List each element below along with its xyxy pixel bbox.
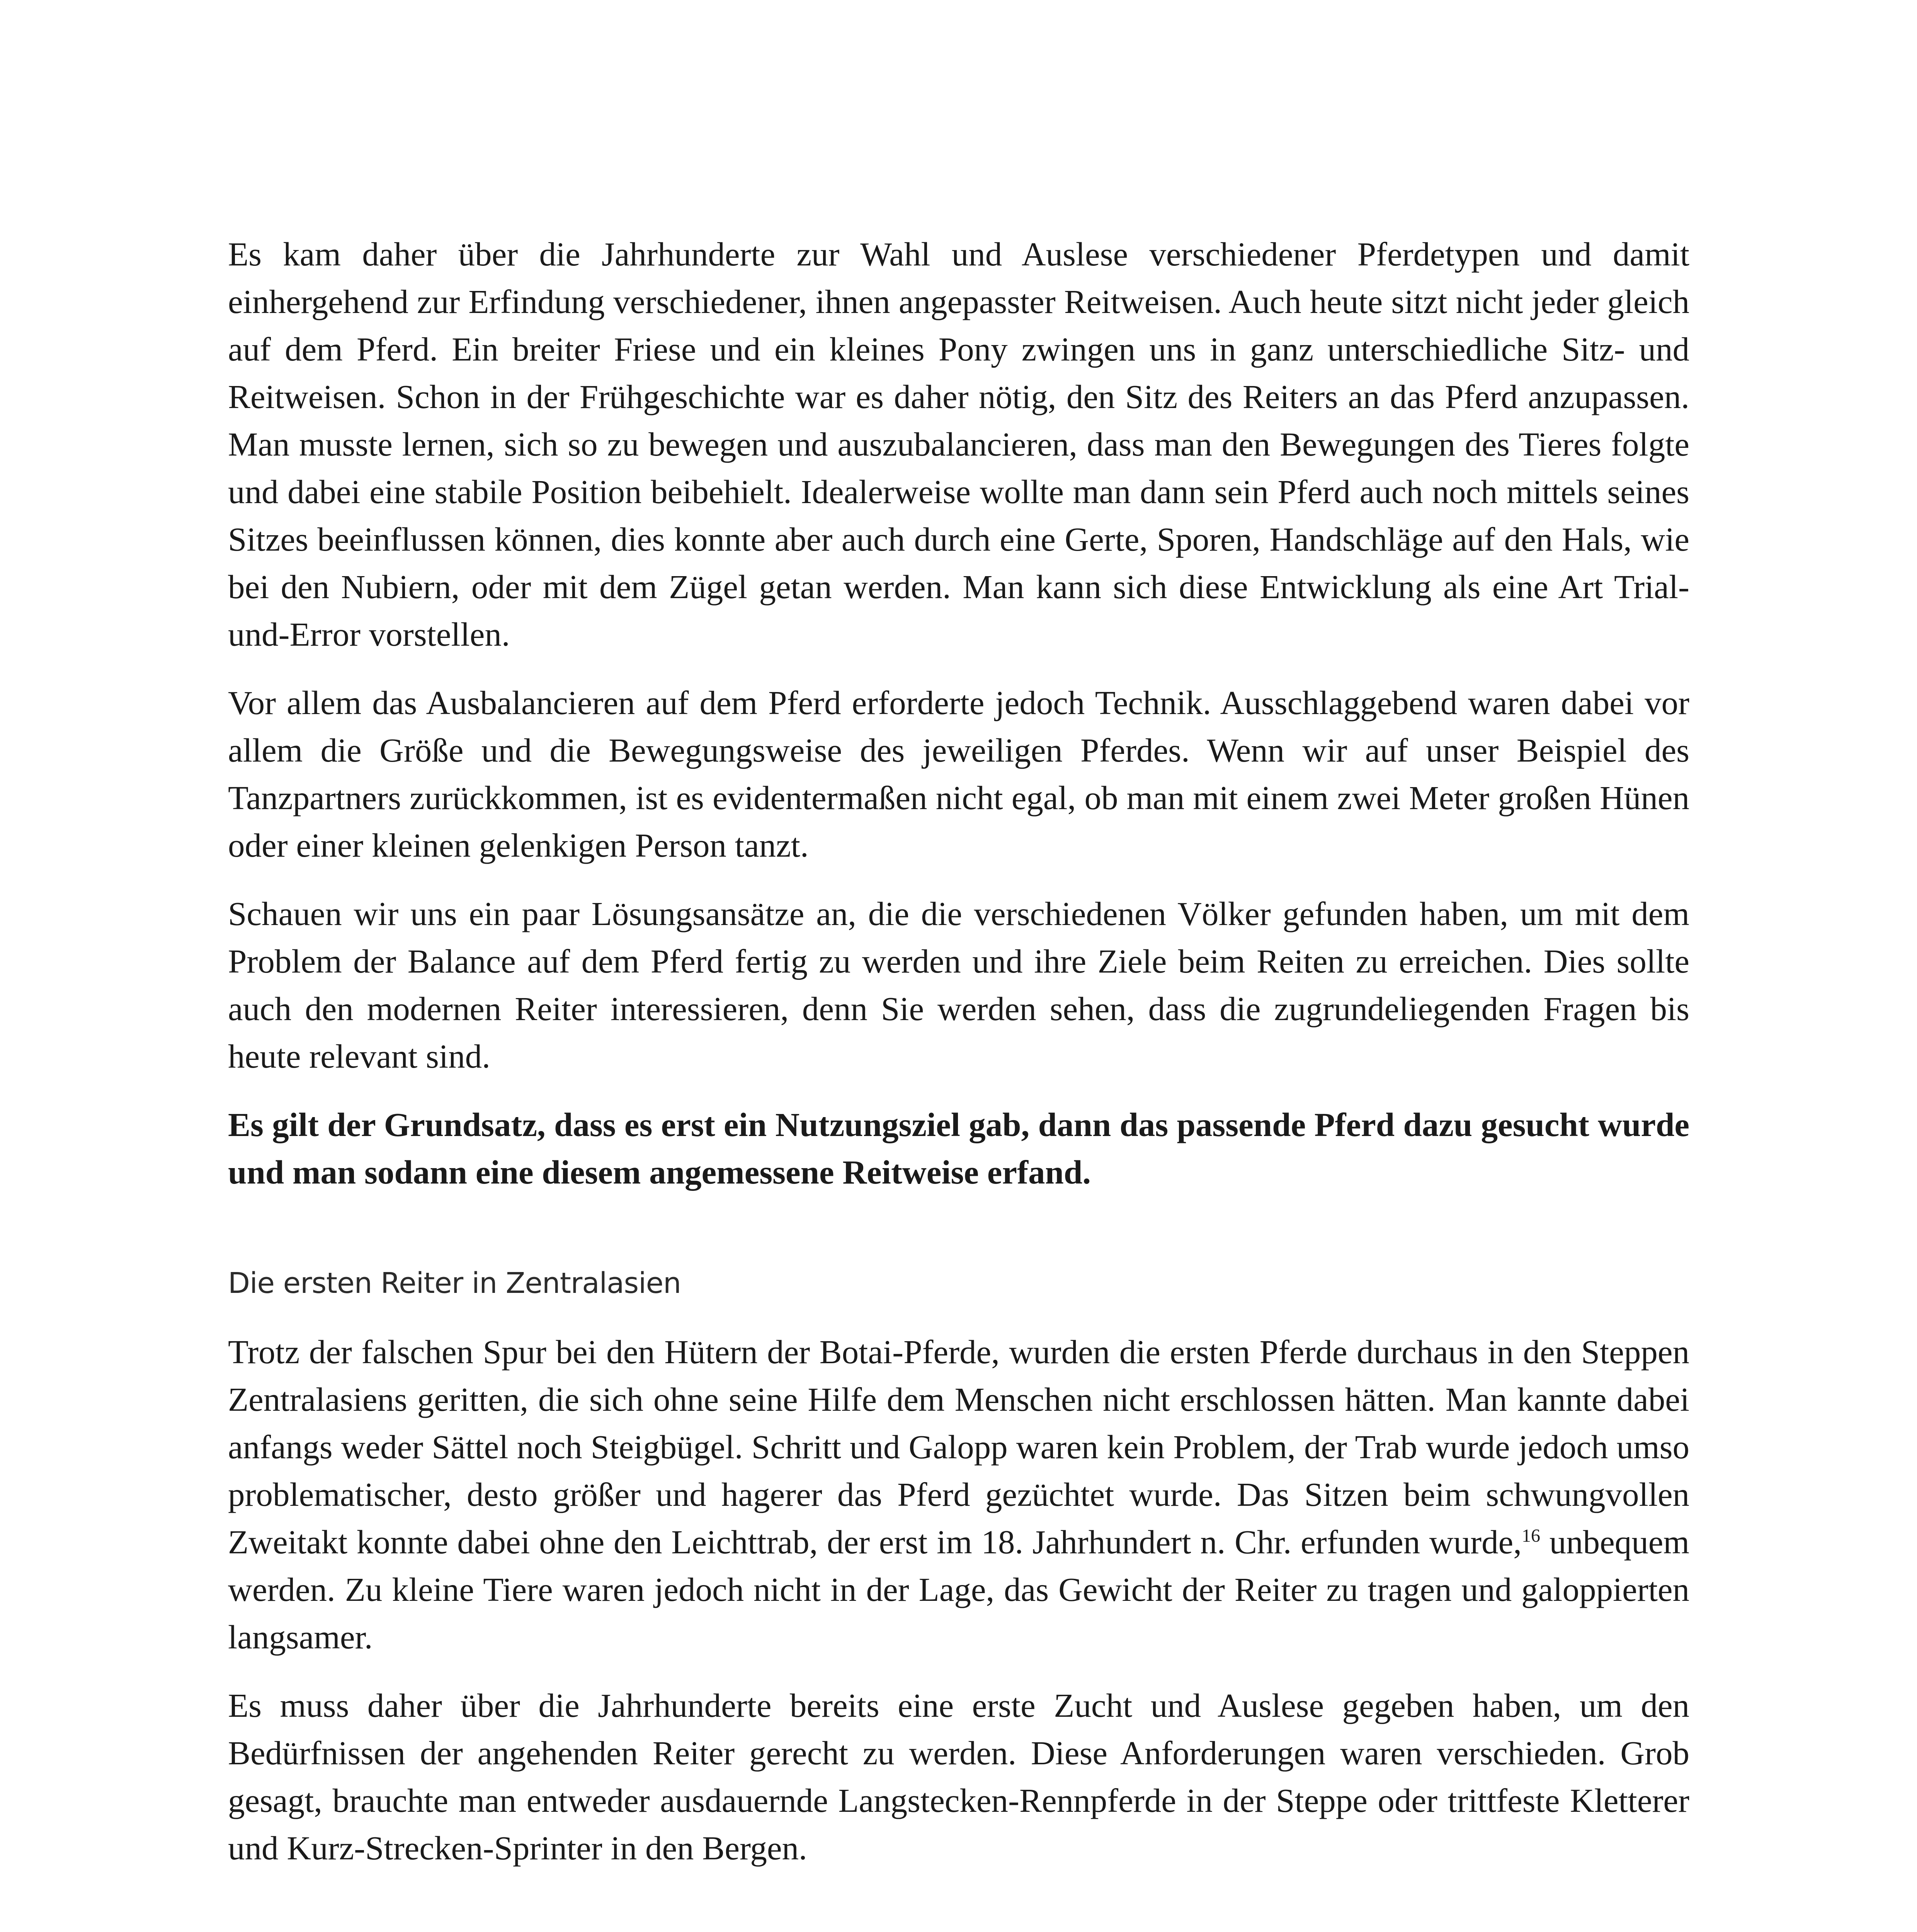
paragraph-ausbalancieren: Vor allem das Ausbalancieren auf dem Pferd erforderte jedoch Technik. Ausschlaggebend waren dabei vor allem die Größe und die Bewegungsweise des jeweiligen Pferdes. Wenn wir auf unser Beispiel des Tanzpartners zurückkommen, ist es evidentermaßen nicht egal, ob man mit einem zwei Meter großen Hünen oder einer kleinen gelenkigen Person tanzt. (228, 684, 1689, 864)
footnote-reference[interactable]: 16 (1521, 1526, 1540, 1546)
paragraph-loesungsansaetze: Schauen wir uns ein paar Lösungsansätze an, die die verschiedenen Völker gefunden haben, um mit dem Problem der Balance auf dem Pferd fertig zu werden und ihre Ziele beim Reiten zu erreichen. Dies sollte auch den modernen Reiter interessieren, denn Sie werden sehen, dass die zugrundeliegenden Fragen bis heute relevant sind. (228, 895, 1689, 1075)
section-heading-zentralasien: Die ersten Reiter in Zentralasien (228, 1267, 681, 1300)
paragraph-pferdetypen: Es kam daher über die Jahrhunderte zur Wahl und Auslese verschiedener Pferdetypen und damit einhergehend zur Erfindung verschiedener, ihnen angepasster Reitweisen. Auch heute sitzt nicht jeder gleich auf dem Pferd. Ein breiter Friese und ein kleines Pony zwingen uns in ganz unterschiedliche Sitz- und Reitweisen. Schon in der Frühgeschichte war es daher nötig, den Sitz des Reiters an das Pferd anzupassen. Man musste lernen, sich so zu bewegen und auszubalancieren, dass man den Bewegungen des Tieres folgte und dabei eine stabile Position beibehielt. Idealerweise wollte man dann sein Pferd auch noch mittels seines Sitzes beeinflussen können, dies konnte aber auch durch eine Gerte, Sporen, Handschläge auf den Hals, wie bei den Nubiern, oder mit dem Zügel getan werden. Man kann sich diese Entwicklung als eine Art Trial-und-Error vorstellen. (228, 235, 1689, 653)
paragraph-text: Trotz der falschen Spur bei den Hütern der Botai-Pferde, wurden die ersten Pferde durchaus in den Steppen Zentralasiens geritten, die sich ohne seine Hilfe dem Menschen nicht erschlossen hätten. Man kannte dabei anfangs weder Sättel noch Steigbügel. Schritt und Galopp waren kein Problem, der Trab wurde jedoch umso problematischer, desto größer und hagerer das Pferd gezüchtet wurde. Das Sitzen beim schwungvollen Zweitakt konnte dabei ohne den Leichttrab, der erst im 18. Jahrhundert n. Chr. erfunden wurde, (228, 1333, 1689, 1561)
body-text (228, 230, 1689, 1932)
paragraph-text: unbequem werden. Zu kleine Tiere waren jedoch nicht in der Lage, das Gewicht der Reiter zu tragen und galoppierten langsamer. (228, 1523, 1689, 1656)
paragraph-grundsatz: Es gilt der Grundsatz, dass es erst ein Nutzungsziel gab, dann das passende Pferd dazu gesucht wurde und man sodann eine diesem angemessene Reitweise erfand. (228, 1106, 1689, 1191)
paragraph-zucht: Es muss daher über die Jahrhunderte bereits eine erste Zucht und Auslese gegeben haben, um den Bedürfnissen der angehenden Reiter gerecht zu werden. Diese Anforderungen waren verschieden. Grob gesagt, brauchte man entweder ausdauernde Langstecken-Rennpferde in der Steppe oder trittfeste Kletterer und Kurz-Strecken-Sprinter in den Bergen. (228, 1687, 1689, 1867)
paragraph-botai (228, 1328, 1689, 1661)
